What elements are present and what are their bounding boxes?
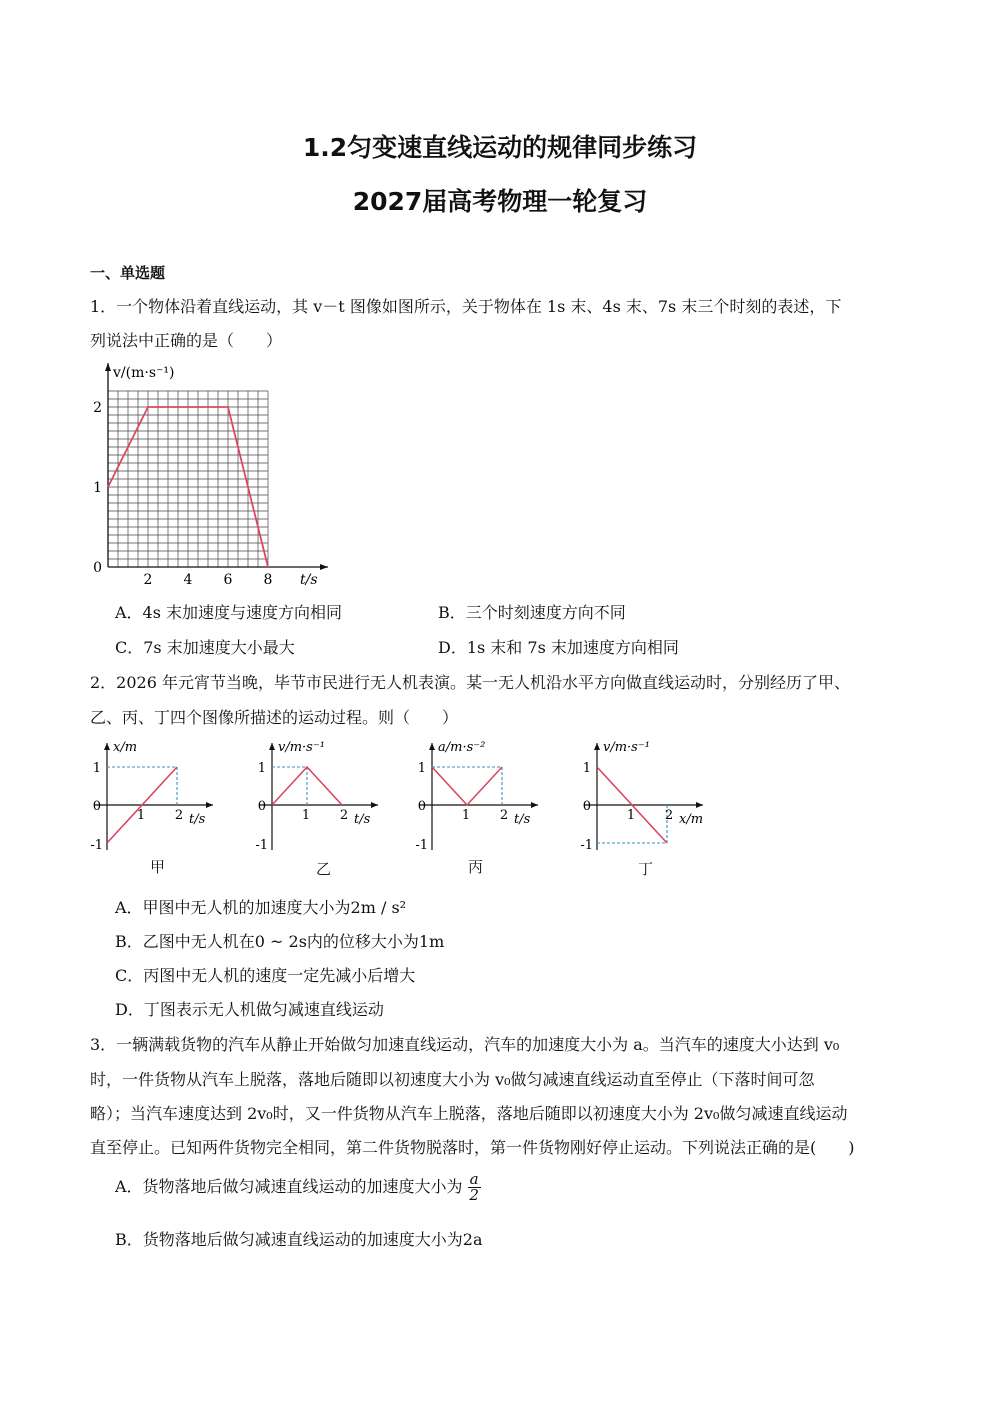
q1-stem-line1: 1．一个物体沿着直线运动，其 v－t 图像如图所示，关于物体在 1s 末、4s 末、7s 末三个时刻的表述，下 (90, 297, 842, 316)
x-tick-label: 4 (183, 572, 193, 588)
y-tick-label: 0 (582, 799, 591, 814)
y-tick-label: -1 (90, 838, 103, 853)
q3-stem-line1: 3．一辆满载货物的汽车从静止开始做匀加速直线运动，汽车的加速度大小为 a。当汽车的速度大小达到 v₀ (90, 1035, 840, 1054)
fraction-denominator: 2 (469, 1186, 479, 1204)
y-tick-label: 0 (257, 799, 266, 814)
y-tick-label: 1 (92, 761, 101, 776)
q1-vt-chart (80, 355, 330, 590)
caption-ding: 丁 (638, 860, 654, 878)
x-tick-label: 2 (143, 572, 153, 588)
x-axis-label: t/s (354, 812, 371, 827)
q2-chart-ding (575, 735, 725, 855)
x-axis-label: t/s (189, 812, 206, 827)
x-tick-label: 1 (626, 808, 636, 823)
y-tick-label: -1 (255, 838, 268, 853)
y-axis-arrow (105, 363, 111, 371)
y-tick-label: 1 (257, 761, 266, 776)
y-axis-label: v/(m·s⁻¹) (113, 365, 175, 381)
y-tick-label: -1 (580, 838, 593, 853)
caption-jia: 甲 (150, 858, 166, 876)
q2-option-b: B．乙图中无人机在0 ~ 2s内的位移大小为1m (115, 932, 445, 951)
q2-option-a: A．甲图中无人机的加速度大小为2m / s² (115, 898, 407, 917)
x-axis-arrow (206, 802, 213, 808)
y-tick-label: 0 (417, 799, 426, 814)
y-tick-label: 1 (417, 761, 426, 776)
caption-bing: 丙 (468, 858, 484, 876)
x-tick-label: 1 (301, 808, 311, 823)
y-axis-label: a/m·s⁻² (438, 740, 486, 755)
q3-stem-line3: 略）；当汽车速度达到 2v₀时，又一件货物从汽车上脱落，落地后随即以初速度大小为 2v₀做匀减速直线运动 (90, 1104, 848, 1123)
y-tick-label: 1 (93, 480, 102, 496)
section-heading: 一、单选题 (90, 264, 166, 282)
x-axis-label: t/s (514, 812, 531, 827)
x-axis-arrow (531, 802, 538, 808)
x-tick-label: 2 (499, 808, 509, 823)
y-axis-arrow (594, 743, 600, 750)
q2-chart-yi (250, 735, 400, 855)
q1-option-d: D．1s 末和 7s 末加速度方向相同 (438, 638, 679, 657)
fraction-a-over-2 (468, 1172, 481, 1203)
y-tick-label: 0 (92, 799, 101, 814)
q3-option-a (115, 1172, 481, 1203)
x-tick-label: 8 (263, 572, 273, 588)
caption-yi: 乙 (316, 860, 332, 878)
q2-chart-bing (410, 735, 560, 855)
y-axis-arrow (104, 743, 110, 750)
x-tick-label: 1 (461, 808, 471, 823)
x-axis-arrow (371, 802, 378, 808)
q3-option-b: B．货物落地后做匀减速直线运动的加速度大小为2a (115, 1230, 483, 1249)
q1-stem-line2: 列说法中正确的是（ ） (90, 331, 283, 350)
x-axis-label: t/s (300, 572, 318, 588)
q2-chart-jia (85, 735, 235, 855)
y-axis-label: x/m (113, 740, 138, 755)
x-tick-label: 2 (339, 808, 349, 823)
x-tick-label: 6 (223, 572, 233, 588)
y-tick-label: 2 (93, 400, 102, 416)
q2-option-c: C．丙图中无人机的速度一定先减小后增大 (115, 966, 416, 985)
page-subtitle: 2027届高考物理一轮复习 (352, 187, 648, 216)
q2-stem-line2: 乙、丙、丁四个图像所描述的运动过程。则（ ） (90, 708, 459, 727)
q2-stem-line1: 2．2026 年元宵节当晚，毕节市民进行无人机表演。某一无人机沿水平方向做直线运动时，分别经历了甲、 (90, 673, 850, 692)
y-tick-label: -1 (415, 838, 428, 853)
page-title: 1.2匀变速直线运动的规律同步练习 (302, 133, 698, 162)
origin-label: 0 (93, 560, 102, 576)
series-line (432, 767, 502, 805)
x-tick-label: 1 (136, 808, 146, 823)
x-axis-label: x/m (679, 812, 704, 827)
q3-stem-line4: 直至停止。已知两件货物完全相同，第二件货物脱落时，第一件货物刚好停止运动。下列说法正确的是( ) (90, 1138, 855, 1157)
q1-option-b: B．三个时刻速度方向不同 (438, 603, 626, 622)
y-axis-label: v/m·s⁻¹ (603, 740, 650, 755)
y-axis-label: v/m·s⁻¹ (278, 740, 325, 755)
q2-option-d: D．丁图表示无人机做匀减速直线运动 (115, 1000, 384, 1019)
x-tick-label: 2 (664, 808, 674, 823)
q1-option-a: A．4s 末加速度与速度方向相同 (115, 603, 343, 622)
fraction-numerator: a (469, 1170, 479, 1188)
y-tick-label: 1 (582, 761, 591, 776)
y-axis-arrow (269, 743, 275, 750)
x-tick-label: 2 (174, 808, 184, 823)
q1-option-c: C．7s 末加速度大小最大 (115, 638, 295, 657)
q3-option-a-text: A．货物落地后做匀减速直线运动的加速度大小为 (115, 1177, 463, 1196)
x-axis-arrow (320, 564, 328, 570)
q3-stem-line2: 时，一件货物从汽车上脱落，落地后随即以初速度大小为 v₀做匀减速直线运动直至停止（下落时间可忽 (90, 1070, 815, 1089)
y-axis-arrow (429, 743, 435, 750)
x-axis-arrow (696, 802, 703, 808)
